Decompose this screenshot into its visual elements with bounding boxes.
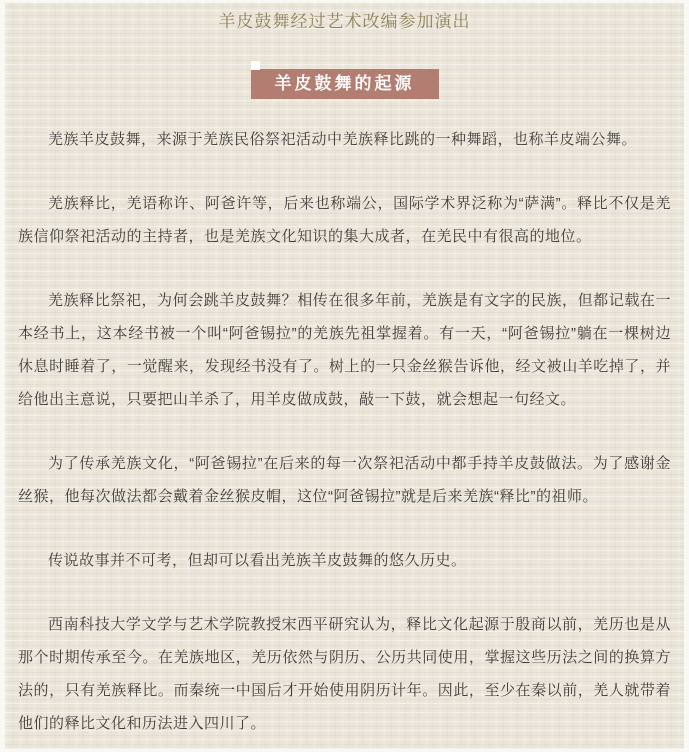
article-paragraph: 羌族释比，羌语称许、阿爸许等，后来也称端公，国际学术界泛称为“萨满”。释比不仅是羌族信仰祭祀活动的主持者，也是羌族文化知识的集大成者，在羌民中有很高的地位。 [18,195,671,245]
article-paragraph: 羌族释比祭祀，为何会跳羊皮鼓舞？相传在很多年前，羌族是有文字的民族，但都记载在一本经书上，这本经书被一个叫“阿爸锡拉”的羌族先祖掌握着。有一天，“阿爸锡拉”躺在一棵树边休息时睡着了，一觉醒来，发现经书没有了。树上的一只金丝猴告诉他，经文被山羊吃掉了，并给他出主意说，只要把山羊杀了，用羊皮做成鼓，敲一下鼓，就会想起一句经文。 [18,292,671,408]
section-title: 羊皮鼓舞的起源 [274,74,415,93]
section-header [5,69,684,99]
section-title-banner [251,69,439,99]
article-paragraph: 传说故事并不可考，但却可以看出羌族羊皮鼓舞的悠久历史。 [48,552,467,569]
corner-square-decoration [251,61,260,70]
image-caption: 羊皮鼓舞经过艺术改编参加演出 [218,12,471,31]
article-paragraph: 羌族羊皮鼓舞，来源于羌族民俗祭祀活动中羌族释比跳的一种舞蹈，也称羊皮端公舞。 [48,131,638,148]
article-paragraph: 西南科技大学文学与艺术学院教授宋西平研究认为，释比文化起源于殷商以前，羌历也是从那个时期传承至今。在羌族地区，羌历依然与阴历、公历共同使用，掌握这些历法之间的换算方法的，只有羌族释比。而秦统一中国后才开始使用阴历计年。因此，至少在秦以前，羌人就带着他们的释比文化和历法进入四川了。 [18,616,671,732]
article-body [5,123,684,740]
article-paragraph: 为了传承羌族文化，“阿爸锡拉”在后来的每一次祭祀活动中都手持羊皮鼓做法。为了感谢金丝猴，他每次做法都会戴着金丝猴皮帽，这位“阿爸锡拉”就是后来羌族“释比”的祖师。 [18,455,671,505]
article-page [5,3,684,749]
